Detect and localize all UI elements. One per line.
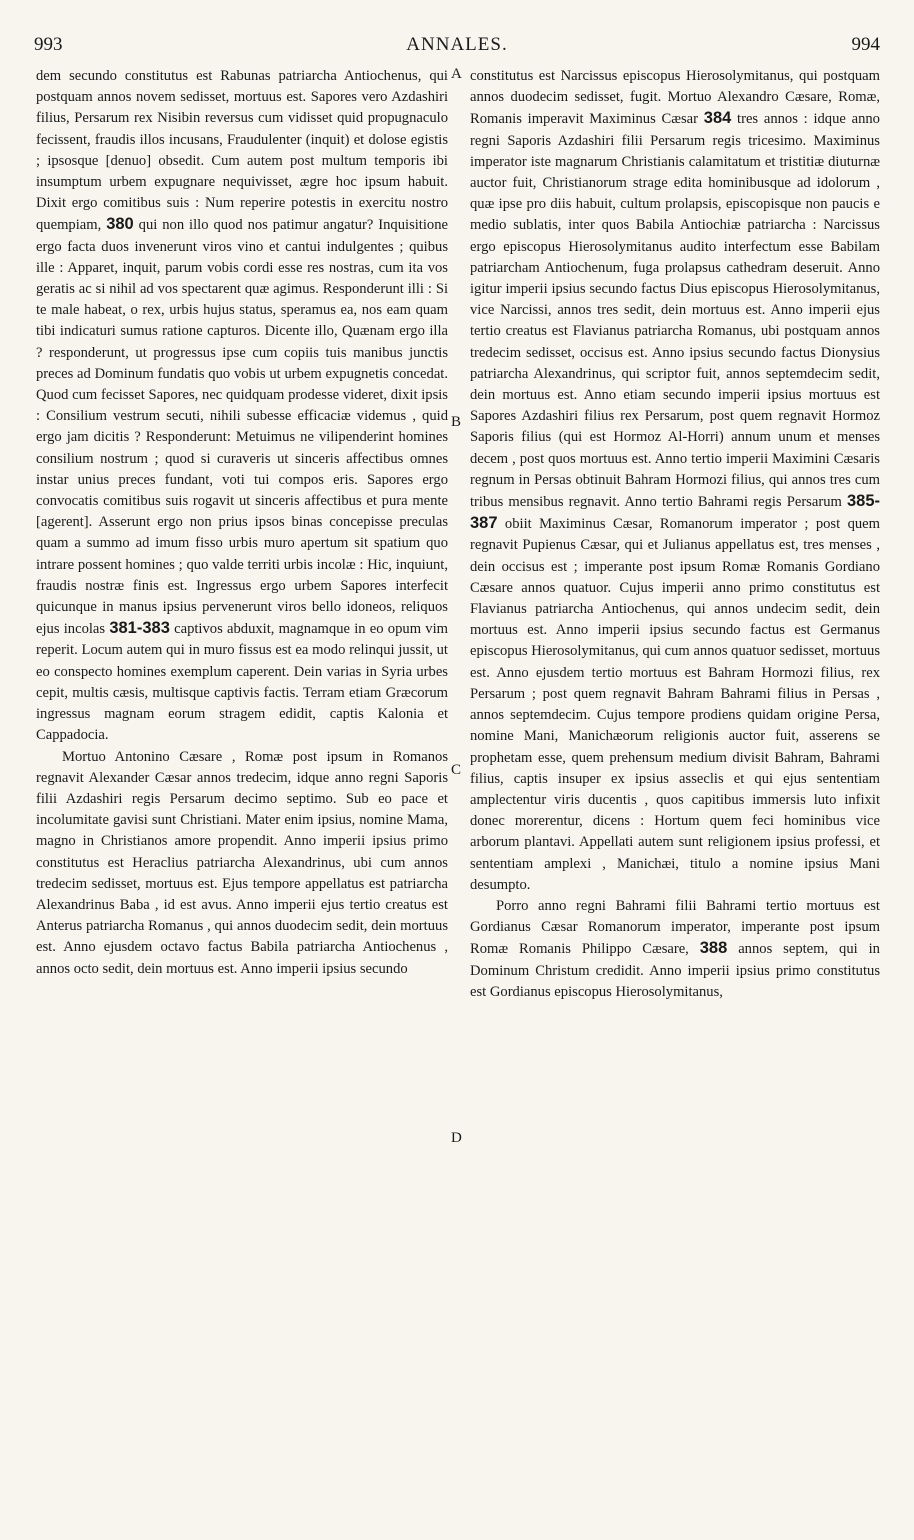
text-run: captivos abduxit, magnamque in eo opum vim reperit. Locum autem qui in muro fissus est ea modo relinqui jussit, ut eo conspecto homines exemplum caperent. Dein varias in Syria urbes cepit, multis cæsis, multisque captivis factis. Terram etiam Græcorum ingressus magnam eorum stragem edidit, captis Kalonia et Cappadocia. — [36, 621, 448, 744]
running-header — [34, 34, 880, 58]
right-paragraph-2 — [470, 896, 880, 1003]
margin-marker-c: C — [451, 762, 462, 778]
left-paragraph-2: Mortuo Antonino Cæsare , Romæ post ipsum in Romanos regnavit Alexander Cæsar annos tredecim, idque anno regni Saporis filii Azdashiri regis Persarum decimo septimo. Sub eo pace et incolumitate gavisi sunt Christiani. Mater enim ipsius, nomine Mama, magno in Christianos amore propendit. Anno imperii ipsius primo constitutus est Heraclius patriarcha Alexandrinus, ubi cum annos tredecim sedisset, mortuus est. Ejus tempore appellatus est patriarcha Alexandrinus Baba , id est avus. Anno imperii ejus tertio creatus est Anterus patriarcha Romanus , qui annos duodecim sedit, dein mortuus est. Anno ejusdem octavo factus Babila patriarcha Antiochenus , annos octo sedit, dein mortuus est. Anno imperii ipsius secundo — [36, 748, 448, 977]
left-column — [36, 66, 448, 980]
marginal-number: 380 — [106, 215, 134, 234]
page-number-right: 994 — [851, 34, 880, 55]
marginal-number: 388 — [699, 939, 728, 958]
left-paragraph-1 — [36, 66, 448, 747]
text-run: Porro anno regni Bahrami filii Bahrami tertio mortuus est Gordianus Cæsar Romanorum imperator, imperante post ipsum Romæ Romanis Philippo Cæsare, — [470, 897, 880, 958]
text-run: qui non illo quod nos patimur angatur? Inquisitione ergo facta duos invenerunt viros vino et cantui indulgentes ; quibus ille : Apparet, inquit, parum vobis cordi esse res nostras, cum ita vos geratis ac si nihil ad vos spectarent quæ agimus. Responderunt illi : Si te male habeat, o rex, urbis hujus status, speramus ea, nos eam quam tibi indicaturi sumus ratione capturos. Dicente illo, Quænam ergo illa ? responderunt, ut progressus ipse cum copiis tuis manibus junctis preces ad Dominum fundatis quo vobis ut urbem expugnetis concedat. Quod cum fecisset Sapores, nec quidquam prodesse videret, dixit ipsis : Consilium vestrum secuti, nihili subesse efficaciæ videmus , quid ergo jam dicitis ? Responderunt: Metuimus ne vilipenderint homines consilium nostrum ; quod si curaveris ut sinceris affectibus omnes instar unius preces fundant, voti tui compos eris. Sapores ergo convocatis comitibus suis rogavit ut sinceris affectibus et pura mente [agerent]. Asserunt ergo non prius ipsos binas concepisse preculas quam a summo ad imum fisso urbis muro apertum sit spatium quo intrare possent homines ; quo valde territi urbis incolæ : Hic, inquiunt, fraudis nostræ finis est. Ingressus ergo urbem Sapores interfecit quicunque in manus ipsius pervenerunt viros bello idoneos, reliquos ejus incolas — [36, 217, 448, 638]
margin-marker-d: D — [451, 1130, 462, 1146]
text-run: constitutus est Narcissus episcopus Hierosolymitanus, qui postquam annos duodecim sedisset, fugit. Mortuo Alexandro Cæsare, Romæ, Romanis imperavit Maximinus Cæsar — [470, 68, 880, 128]
text-run: annos septem, qui in Dominum Christum credidit. Anno imperii ipsius primo constitutus est Gordianus episcopus Hierosolymitanus, — [470, 941, 880, 1000]
right-column — [470, 66, 880, 1003]
marginal-number: 385-387 — [470, 492, 880, 533]
text-run: dem secundo constitutus est Rabunas patriarcha Antiochenus, qui postquam annos novem sedisset, mortuus est. Sapores vero Azdashiri filius, Persarum rex Nisibin reversus cum vidisset quid propugnaculo fecissent, fraudis illos incusans, Fraudulenter (inquit) et dolose egistis ; ipsosque [denuo] obsedit. Cum autem post multum temporis ibi insumptum urbem expugnare nequivisset, ægre hoc ipsum habuit. Dixit ergo comitibus suis : Num reperire potestis in exercitu nostro quempiam, — [36, 68, 448, 234]
marginal-number: 384 — [703, 109, 732, 128]
margin-marker-b: B — [451, 414, 462, 430]
right-paragraph-1 — [470, 66, 880, 896]
marginal-number: 381-383 — [109, 619, 170, 638]
text-run: obiit Maximinus Cæsar, Romanorum imperator ; post quem regnavit Pupienus Cæsar, qui et Julianus appellatus est, tres menses , dein occisus est ; imperante post ipsum Romæ Romanis Gordiano Cæsare annos quatuor. Cujus imperii anno primo constitutus est Flavianus patriarcha Antiochenus, qui annos undecim sedit, dein mortuus est. Anno imperii ipsius secundo factus est Germanus episcopus Hierosolymitanus, qui cum annos quatuor sedisset, mortuus est. Anno ejusdem tertio mortuus est Bahram Hormozi filius, rex Persarum ; post quem regnavit Bahram Bahrami filius in Persas , annos septemdecim. Cujus tempore prodiens quidam origine Persa, nomine Mani, Manichæorum religionis auctor fuit, asserens se prophetam esse, quem prehensum medium divisit Bahram, Bahrami filius, captis insuper ex ipsius asseclis et qui ejus sententiam amplectentur viris ducentis , quos capitibus immersis luto infixit donec morerentur, dicens : Hortum quem feci hominibus vice arborum plantavi. Appellati autem sunt religionem ipsius professi, et sententiam amplexi , Manichæi, titulo a nomine ipsius Mani desumpto. — [470, 516, 880, 893]
text-run: tres annos : idque anno regni Saporis Azdashiri filii Persarum regis tricesimo. Maximinus imperator iste magnarum Christianis calamitatum et tristitiæ diuturnæ auctor fuit, Christianorum strage edita hominibusque ad idolorum , quæ ipse pro diis habuit, cultum prolapsis, episcopisque non paucis e medio sublatis, inter quos Babila Antiochiæ patriarcha : Narcissus ergo episcopus Hierosolymitanus audito interfectum esse Babilam patriarcham Antiochenum, fuga prolapsus cathedram deseruit. Anno igitur imperii ipsius secundo factus Dius episcopus Hierosolymitanus, vice Narcissi, annos tres sedit, dein mortuus est. Anno imperii ejus tertio creatus est Flavianus patriarcha Romanus, ubi postquam annos tredecim sedisset, occisus est. Anno ipsius secundo factus Dionysius patriarcha Alexandrinus, qui scriptor fuit, annos septemdecim sedit, dein mortuus est. Anno etiam secundo imperii ipsius mortuus est Sapores Azdashiri filius rex Persarum, post quem regnavit Hormoz Saporis filius (qui est Hormoz Al-Horri) annum unum et menses decem , post quos mortuus est. Anno tertio imperii Maximini Cæsaris regnum in Persas obtinuit Bahram Hormozi filius, qui annos tres cum tribus mensibus regnavit. Anno tertio Bahrami regis Persarum — [470, 111, 880, 511]
margin-marker-a: A — [451, 66, 462, 82]
running-title: ANNALES. — [406, 34, 508, 55]
page-number-left: 993 — [34, 34, 63, 55]
